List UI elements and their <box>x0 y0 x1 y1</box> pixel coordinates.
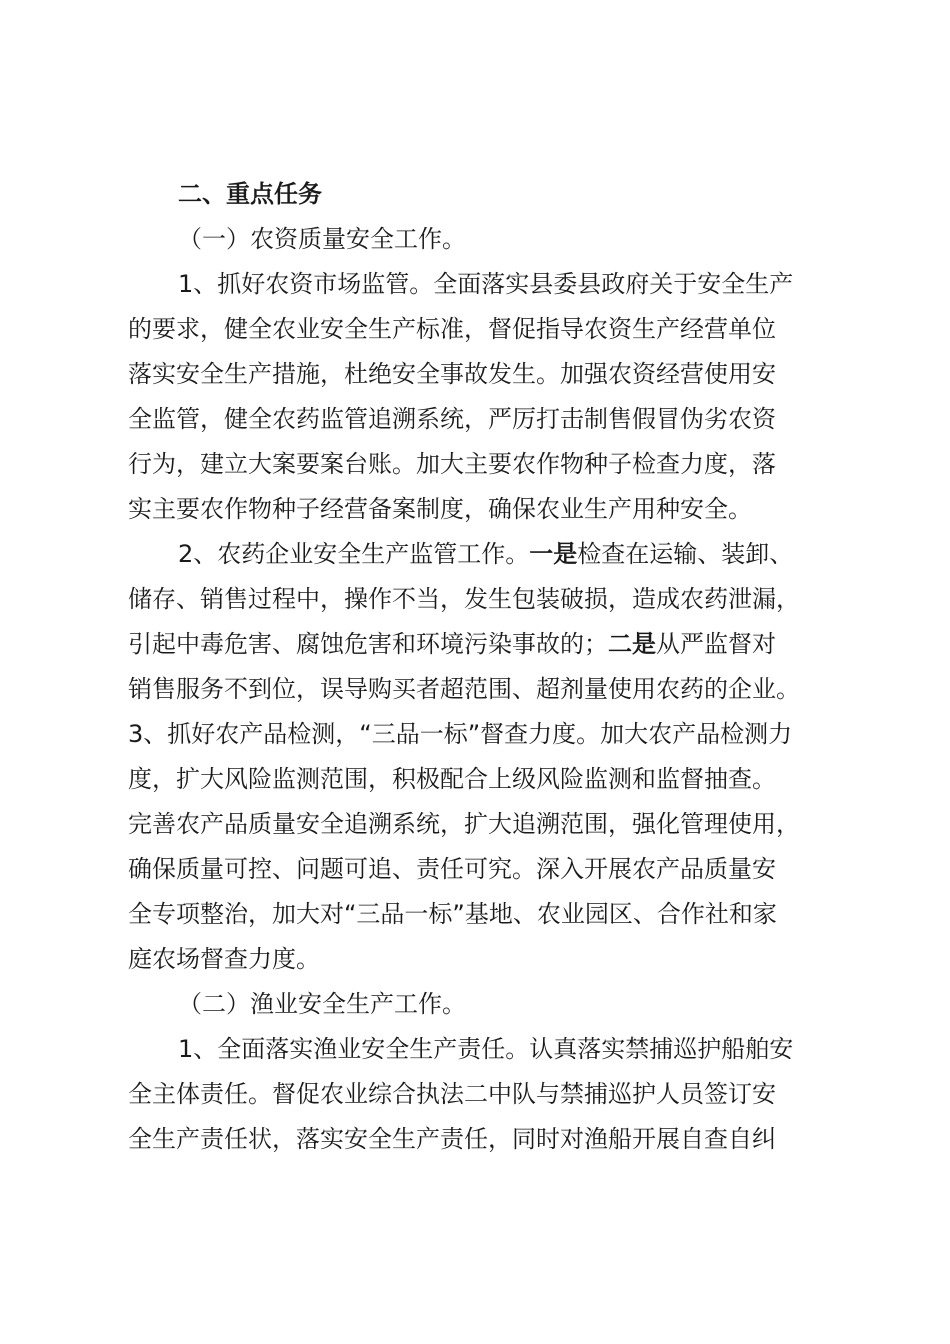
paragraph-line: 完善农产品质量安全追溯系统，扩大追溯范围，强化管理使用， <box>128 810 800 838</box>
subsection-title-1: （一）农资质量安全工作。 <box>178 225 466 253</box>
paragraph-line: 1、全面落实渔业安全生产责任。认真落实禁捕巡护船舶安 <box>178 1035 794 1063</box>
paragraph-line: 1、抓好农资市场监管。全面落实县委县政府关于安全生产 <box>178 270 794 298</box>
paragraph-line: 3、抓好农产品检测，“三品一标”督查力度。加大农产品检测力 <box>128 720 793 748</box>
paragraph-line: 度，扩大风险监测范围，积极配合上级风险监测和监督抽查。 <box>128 765 776 793</box>
emphasis-text: 一是 <box>529 540 578 568</box>
paragraph-line <box>128 532 840 577</box>
paragraph-line: 庭农场督查力度。 <box>128 945 320 973</box>
subsection-title-2: （二）渔业安全生产工作。 <box>178 990 466 1018</box>
paragraph-line: 实主要农作物种子经营备案制度，确保农业生产用种安全。 <box>128 495 752 523</box>
text-run: 从严监督对 <box>656 630 776 658</box>
paragraph-line: 全生产责任状，落实安全生产责任，同时对渔船开展自查自纠 <box>128 1125 776 1153</box>
document-body <box>128 172 840 1162</box>
paragraph-line: 全专项整治，加大对“三品一标”基地、农业园区、合作社和家 <box>128 900 777 928</box>
paragraph-line: 全主体责任。督促农业综合执法二中队与禁捕巡护人员签订安 <box>128 1080 776 1108</box>
paragraph-line: 落实安全生产措施，杜绝安全事故发生。加强农资经营使用安 <box>128 360 776 388</box>
paragraph-line: 的要求，健全农业安全生产标准，督促指导农资生产经营单位 <box>128 315 776 343</box>
paragraph-line: 行为，建立大案要案台账。加大主要农作物种子检查力度，落 <box>128 450 776 478</box>
paragraph-line: 储存、销售过程中，操作不当，发生包装破损，造成农药泄漏， <box>128 585 800 613</box>
text-run: 检查在运输、装卸、 <box>577 540 794 568</box>
section-heading: 二、重点任务 <box>178 180 322 208</box>
text-run: 引起中毒危害、腐蚀危害和环境污染事故的； <box>128 630 608 658</box>
emphasis-text: 二是 <box>608 630 656 658</box>
paragraph-line: 确保质量可控、问题可追、责任可究。深入开展农产品质量安 <box>128 855 776 883</box>
paragraph-line: 销售服务不到位，误导购买者超范围、超剂量使用农药的企业。 <box>128 675 800 703</box>
paragraph-line: 全监管，健全农药监管追溯系统，严厉打击制售假冒伪劣农资 <box>128 405 776 433</box>
paragraph-line <box>128 622 840 667</box>
text-run: 2、农药企业安全生产监管工作。 <box>178 540 530 568</box>
